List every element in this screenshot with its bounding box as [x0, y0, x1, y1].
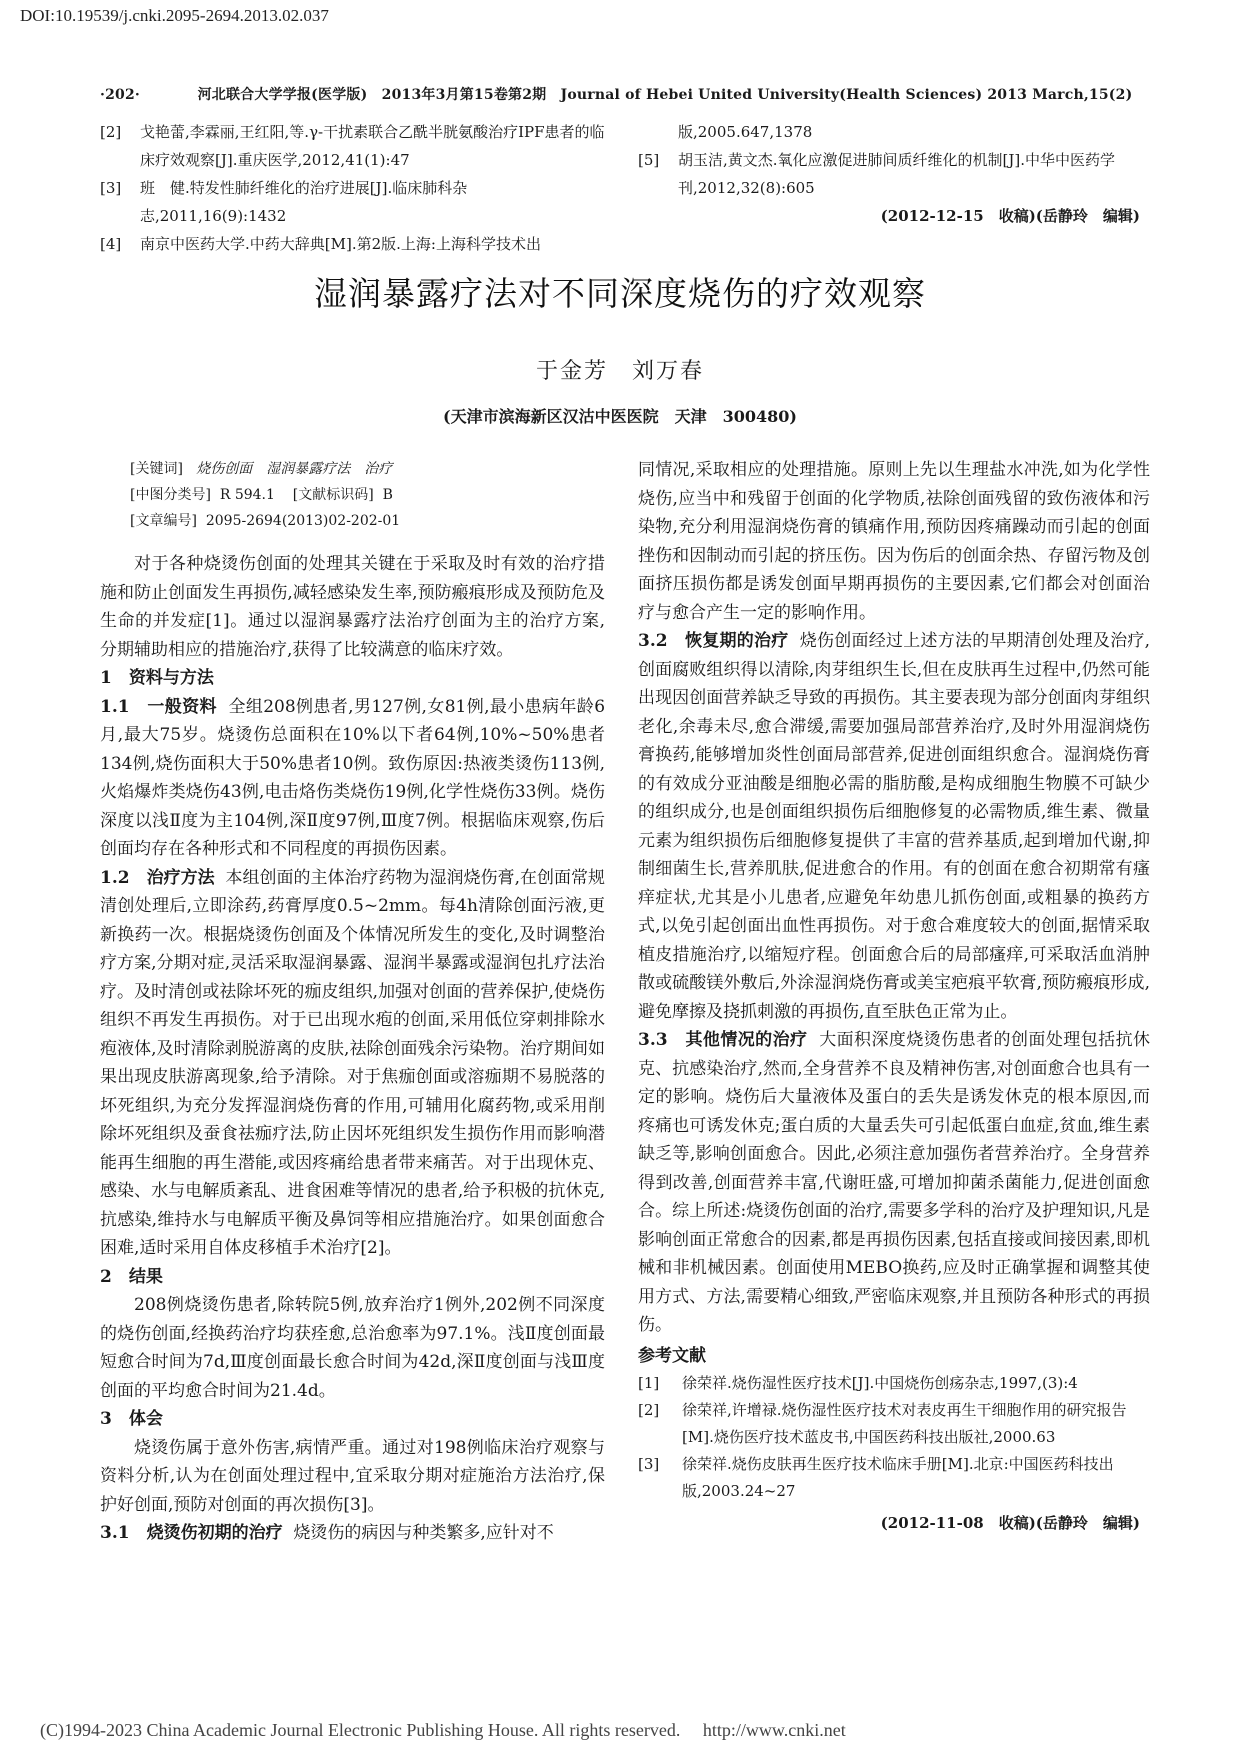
paragraph: 208例烧烫伤患者,除转院5例,放弃治疗1例外,202例不同深度的烧伤创面,经换药治疗均获痊愈,总治愈率为97.1%。浅Ⅱ度创面最短愈合时间为7d,Ⅲ度创面最长愈合时间为42d,深Ⅱ度创面与浅Ⅲ度创面的平均愈合时间为21.4d。 — [100, 1295, 605, 1401]
running-header — [100, 84, 1150, 104]
article-number-line: [文章编号] 2095-2694(2013)02-202-01 — [130, 513, 401, 529]
paragraph: 同情况,采取相应的处理措施。原则上先以生理盐水冲洗,如为化学性烧伤,应当中和残留于创面的化学物质,祛除创面残留的致伤液体和污染物,充分利用湿润烧伤膏的镇痛作用,预防因疼痛躁动而引起的创面挫伤和因制动而引起的挤压伤。因为伤后的创面余热、存留污物及创面挤压损伤都是诱发创面早期再损伤的主要因素,它们都会对创面治疗与愈合产生一定的影响作用。 — [638, 460, 1150, 623]
received-note: (2012-12-15 收稿)(岳静玲 编辑) — [880, 207, 1140, 225]
reference-item: [2] 戈艳蕾,李霖丽,王红阳,等.γ-干扰素联合乙酰半胱氨酸治疗IPF患者的临床疗效观察[J].重庆医学,2012,41(1):47 — [100, 123, 605, 169]
keywords-line: [关键词] 烧伤创面 湿润暴露疗法 治疗 — [130, 461, 393, 477]
reference-item: [2] 徐荣祥,许增禄.烧伤湿性医疗技术对表皮再生干细胞作用的研究报告[M].烧伤医疗技术蓝皮书,中国医药科技出版社,2000.63 — [638, 1401, 1127, 1446]
doi-line: DOI:10.19539/j.cnki.2095-2694.2013.02.037 — [20, 6, 329, 25]
article-affiliation: (天津市滨海新区汉沽中医医院 天津 300480) — [443, 407, 797, 426]
reference-continuation: 版,2005.647,1378 — [678, 123, 813, 141]
right-column — [638, 456, 1150, 1538]
article-title: 湿润暴露疗法对不同深度烧伤的疗效观察 — [314, 274, 926, 313]
paragraph: 烧烫伤属于意外伤害,病情严重。通过对198例临床治疗观察与资料分析,认为在创面处理过程中,宜采取分期对症施治方法治疗,保护好创面,预防对创面的再次损伤[3]。 — [100, 1437, 605, 1515]
paragraph: 3.2 恢复期的治疗 烧伤创面经过上述方法的早期清创处理及治疗,创面腐败组织得以清除,肉芽组织生长,但在皮肤再生过程中,仍然可能出现因创面营养缺乏导致的再损伤。其主要表现为部分创面肉芽组织老化,余毒未尽,愈合滞缓,需要加强局部营养治疗,及时外用湿润烧伤膏换药,能够增加炎性创面局部营养,促进创面组织愈合。湿润烧伤膏的有效成分亚油酸是细胞必需的脂肪酸,是构成细胞生物膜不可缺少的组织成分,也是创面组织损伤后细胞修复的必需物质,维生素、微量元素为组织损伤后细胞修复提供了丰富的营养基质,起到增加代谢,抑制细菌生长,营养肌肤,促进愈合的作用。有的创面在愈合初期常有瘙痒症状,尤其是小儿患者,应避免年幼患儿抓伤创面,或粗暴的换药方式,以免引起创面出血性再损伤。对于愈合难度较大的创面,据情采取植皮措施治疗,以缩短疗程。创面愈合后的局部瘙痒,可采取活血消肿散或硫酸镁外敷后,外涂湿润烧伤膏或美宝疤痕平软膏,预防瘢痕形成,避免摩擦及挠抓刺激的再损伤,直至肤色正常为止。 — [638, 631, 1151, 1022]
references-heading: 参考文献 — [638, 1345, 706, 1366]
copyright-footer: (C)1994-2023 China Academic Journal Electronic Publishing House. All rights reserved. http://www.cnki.net — [40, 1720, 846, 1740]
reference-item: [5] 胡玉洁,黄文杰.氧化应激促进肺间质纤维化的机制[J].中华中医药学刊,2012,32(8):605 — [638, 151, 1116, 197]
reference-item: [4] 南京中医药大学.中药大辞典[M].第2版.上海:上海科学技术出 — [100, 235, 541, 253]
paragraph: 1.2 治疗方法 本组创面的主体治疗药物为湿润烧伤膏,在创面常规清创处理后,立即涂药,药膏厚度0.5~2mm。每4h清除创面污液,更新换药一次。根据烧烫伤创面及个体情况所发生的变化,及时调整治疗方案,分期对症,灵活采取湿润暴露、湿润半暴露或湿润包扎疗法治疗。及时清创或祛除坏死的痂皮组织,加强对创面的营养保护,使烧伤组织不再发生再损伤。对于已出现水疱的创面,采用低位穿刺排除水疱液体,及时清除剥脱游离的皮肤,祛除创面残余污染物。治疗期间如果出现皮肤游离现象,给予清除。对于焦痂创面或溶痂期不易脱落的坏死组织,为充分发挥湿润烧伤膏的作用,可辅用化腐药物,或采用削除坏死组织及蚕食祛痂疗法,防止因坏死组织发生损伤作用而影响潜能再生细胞的再生潜能,或因疼痛给患者带来痛苦。对于出现休克、感染、水与电解质紊乱、进食困难等情况的患者,给予积极的抗休克,抗感染,维持水与电解质平衡及鼻饲等相应措施治疗。如果创面愈合困难,适时采用自体皮移植手术治疗[2]。 — [100, 867, 606, 1258]
paragraph: 3.3 其他情况的治疗 大面积深度烧烫伤患者的创面处理包括抗休克、抗感染治疗,然而,全身营养不良及精神伤害,对创面愈合也具有一定的影响。烧伤后大量液体及蛋白的丢失是诱发休克的根本原因,而疼痛也可诱发休克;蛋白质的大量丢失可引起低蛋白血症,贫血,维生素缺乏等,影响创面愈合。因此,必须注意加强伤者营养治疗。全身营养得到改善,创面营养丰富,代谢旺盛,可增加抑菌杀菌能力,促进创面愈合。综上所述:烧烫伤创面的治疗,需要多学科的治疗及护理知识,凡是影响创面正常愈合的因素,都是再损伤因素,包括直接或间接因素,即机械和非机械因素。创面使用MEBO换药,应及时正确掌握和调整其使用方式、方法,需要精心细致,严密临床观察,并且预防各种形式的再损伤。 — [638, 1030, 1151, 1335]
paragraph: 1.1 一般资料 全组208例患者,男127例,女81例,最小患病年龄6月,最大75岁。烧烫伤总面积在10%以下者64例,10%~50%患者134例,烧伤面积大于50%患者10例。致伤原因:热液类烫伤113例,火焰爆炸类烧伤43例,电击烙伤类烧伤19例,化学性烧伤33例。烧伤深度以浅Ⅱ度为主104例,深Ⅱ度97例,Ⅲ度7例。根据临床观察,伤后创面均存在各种形式和不同程度的再损伤因素。 — [100, 696, 606, 859]
prev-references-right — [638, 118, 1150, 230]
reference-item: [3] 徐荣祥.烧伤皮肤再生医疗技术临床手册[M].北京:中国医药科技出版,2003.24~27 — [638, 1455, 1114, 1500]
intro-paragraph: 对于各种烧烫伤创面的处理其关键在于采取及时有效的治疗措施和防止创面发生再损伤,减轻感染发生率,预防瘢痕形成及预防危及生命的并发症[1]。通过以湿润暴露疗法治疗创面为主的治疗方案,分期辅助相应的措施治疗,获得了比较满意的临床疗效。 — [100, 554, 605, 660]
left-column — [100, 550, 605, 1548]
reference-item: [3] 班 健.特发性肺纤维化的治疗进展[J].临床肺科杂志,2011,16(9):1432 — [100, 179, 468, 225]
reference-item: [1] 徐荣祥.烧伤湿性医疗技术[J].中国烧伤创疡杂志,1997,(3):4 — [638, 1374, 1078, 1392]
classification-line: [中图分类号] R 594.1 [文献标识码] B — [130, 487, 393, 503]
journal-info: 河北联合大学学报(医学版) 2013年3月第15卷第2期 Journal of Hebei United University(Health Sciences) 2013 March,15(2) — [197, 87, 1133, 103]
section-heading: 2 结果 — [100, 1266, 163, 1287]
section-heading: 3 体会 — [100, 1409, 163, 1429]
section-heading: 1 资料与方法 — [100, 668, 214, 688]
article-authors: 于金芳 刘万春 — [535, 359, 704, 384]
paragraph: 3.1 烧烫伤初期的治疗 烧烫伤的病因与种类繁多,应针对不 — [100, 1523, 554, 1543]
page-number: ·202· — [100, 87, 140, 103]
received-note: (2012-11-08 收稿)(岳静玲 编辑) — [880, 1514, 1140, 1532]
article-meta — [130, 456, 600, 534]
prev-references-left — [100, 118, 605, 258]
